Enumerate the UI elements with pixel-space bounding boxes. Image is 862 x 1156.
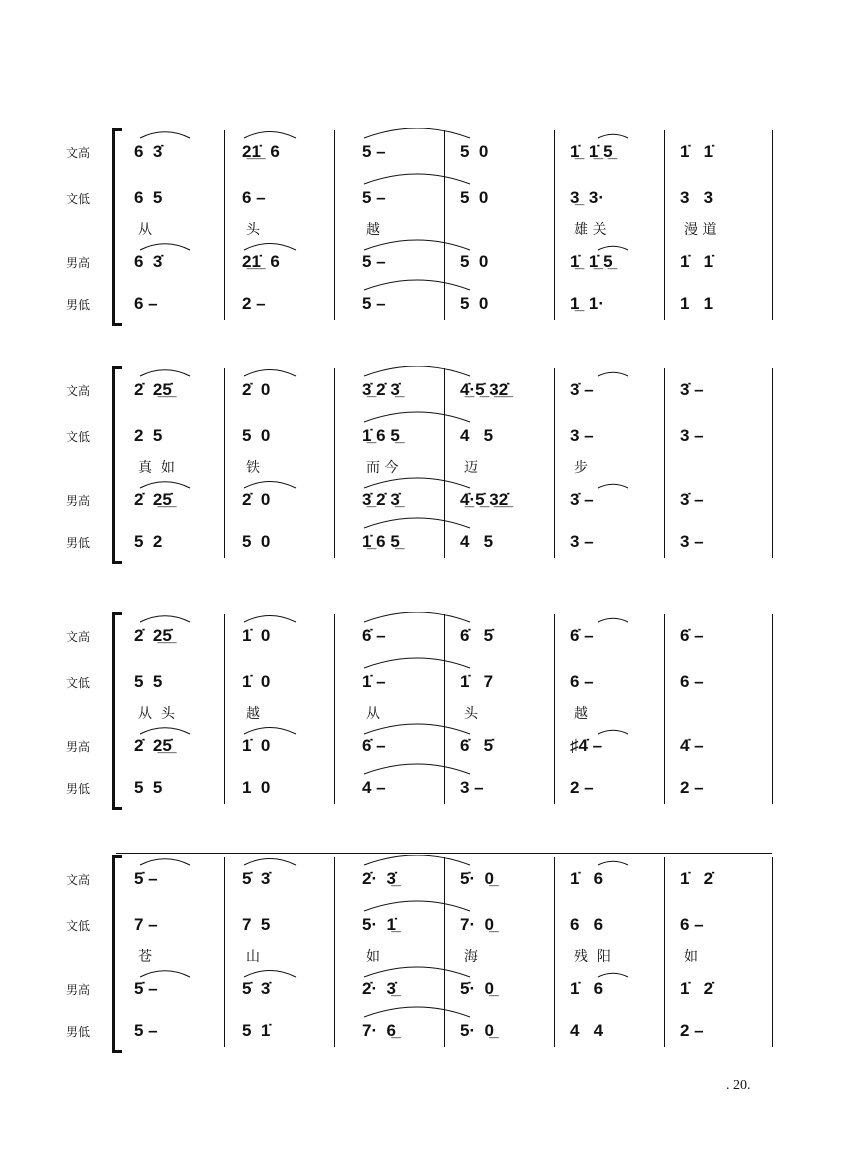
slur-arc	[364, 128, 470, 138]
measure-notes: 2̇ 2̲5̲̇	[134, 736, 172, 755]
voice-part-label: 文低	[66, 676, 91, 690]
measure-notes: 5̇· 0̲	[460, 869, 495, 888]
measure-notes: 6̇ –	[362, 736, 386, 755]
barline	[554, 368, 555, 558]
measure-notes: 5 –	[362, 294, 386, 313]
voice-part-label: 男高	[66, 740, 91, 754]
measure-notes: 3 3	[680, 188, 714, 207]
lyric-text: 如	[366, 949, 380, 965]
measure-notes: 6 –	[570, 672, 594, 691]
measure-notes: 1 1	[680, 294, 714, 313]
system-brace	[112, 128, 115, 326]
slur-arc	[140, 616, 190, 622]
slur-arc	[598, 861, 628, 865]
slur-arc	[244, 370, 296, 377]
system-brace	[112, 612, 115, 810]
barline	[664, 368, 665, 558]
measure-notes: 1̇ –	[362, 672, 386, 691]
measure-notes: 4̇ –	[680, 736, 704, 755]
measure-notes: 2̲1̲̇ 6	[242, 252, 280, 271]
measure-notes: 4 –	[362, 778, 386, 797]
measure-notes: 5̇ –	[134, 869, 158, 888]
measure-notes: 1̲̇ 1̲̇ 5̲	[570, 252, 613, 271]
brace-cap	[112, 323, 122, 326]
lyric-text: 残 阳	[574, 949, 611, 965]
measure-notes: 5 –	[362, 252, 386, 271]
slur-arc	[364, 764, 470, 774]
barline	[554, 130, 555, 320]
voice-part-label: 文低	[66, 430, 91, 444]
measure-notes: 5 5	[134, 672, 163, 691]
measure-notes: 2̇ 2̲5̲̇	[134, 490, 172, 509]
slur-arc	[244, 616, 296, 623]
brace-cap	[112, 561, 122, 564]
slur-arc	[364, 518, 470, 528]
measure-notes: 6 –	[134, 294, 158, 313]
lyric-text: 越	[574, 706, 588, 722]
barline	[224, 368, 225, 558]
voice-part-label: 男低	[66, 298, 91, 312]
slur-arc	[140, 132, 190, 138]
barline	[664, 614, 665, 804]
barline	[554, 857, 555, 1047]
measure-notes: 5 0	[242, 426, 271, 445]
page-number: . 20.	[726, 1078, 751, 1093]
slur-arc	[364, 855, 470, 865]
measure-notes: 4̲̇·5̲̇ 3̲2̲̇	[460, 380, 509, 399]
measure-notes: 1̲̇ 6 5̲	[362, 426, 400, 445]
measure-notes: 2 –	[570, 778, 594, 797]
measure-notes: 6̇ 5̇	[460, 736, 494, 755]
barline	[334, 368, 335, 558]
measure-notes: 6 5	[134, 188, 163, 207]
brace-cap	[112, 128, 122, 131]
measure-notes: 6 –	[680, 915, 704, 934]
barline	[334, 614, 335, 804]
measure-notes: 6̇ 5̇	[460, 626, 494, 645]
measure-notes: 3̇ –	[570, 490, 594, 509]
lyric-text: 如	[684, 949, 698, 965]
voice-part-label: 男低	[66, 1025, 91, 1039]
lyric-text: 铁	[246, 460, 260, 476]
measure-notes: 5 2	[134, 532, 163, 551]
barline	[554, 614, 555, 804]
slur-arc	[244, 859, 296, 866]
score-system	[0, 128, 862, 338]
measure-notes: 1̇ 7	[460, 672, 494, 691]
lyric-text: 山	[246, 949, 260, 965]
measure-notes: 2̲1̲̇ 6	[242, 142, 280, 161]
slur-arc	[598, 484, 628, 488]
score-system	[0, 855, 862, 1065]
voice-part-label: 男高	[66, 494, 91, 508]
lyric-text: 步	[574, 460, 588, 476]
measure-notes: 5̇ 3̇	[242, 869, 271, 888]
lyric-text: 漫 道	[684, 222, 717, 238]
system-top-rule	[116, 853, 772, 854]
barline	[772, 614, 773, 804]
barline	[444, 614, 445, 804]
slur-arc	[598, 618, 628, 622]
barline	[444, 857, 445, 1047]
measure-notes: ♯4̇ –	[570, 736, 603, 755]
voice-part-label: 文低	[66, 192, 91, 206]
lyric-text: 苍	[138, 949, 152, 965]
voice-part-label: 男低	[66, 536, 91, 550]
measure-notes: 5 –	[134, 1021, 158, 1040]
voice-part-label: 文高	[66, 630, 91, 644]
measure-notes: 1̲ 1·	[570, 294, 605, 313]
measure-notes: 1̇ 0	[242, 672, 271, 691]
voice-part-label: 男低	[66, 782, 91, 796]
voice-part-label: 男高	[66, 256, 91, 270]
measure-notes: 6̇ –	[570, 626, 594, 645]
measure-notes: 1̇ 0	[242, 736, 271, 755]
barline	[772, 857, 773, 1047]
barline	[444, 130, 445, 320]
slur-arc	[364, 366, 470, 376]
barline	[664, 130, 665, 320]
measure-notes: 2 –	[680, 1021, 704, 1040]
lyric-text: 从	[366, 706, 380, 722]
slur-arc	[364, 658, 470, 668]
measure-notes: 3̲̇ 2̇ 3̲̇	[362, 490, 400, 509]
barline	[334, 130, 335, 320]
measure-notes: 5̇· 0̲	[460, 979, 495, 998]
lyric-text: 从 头	[138, 706, 175, 722]
measure-notes: 5· 0̲	[460, 1021, 495, 1040]
measure-notes: 2 –	[680, 778, 704, 797]
measure-notes: 5 5	[134, 778, 163, 797]
measure-notes: 5 0	[460, 252, 489, 271]
brace-cap	[112, 366, 122, 369]
slur-arc	[244, 132, 296, 139]
lyric-text: 越	[366, 222, 380, 238]
slur-arc	[598, 730, 628, 734]
measure-notes: 2̇ 2̲5̲̇	[134, 626, 172, 645]
measure-notes: 3 –	[570, 532, 594, 551]
slur-arc	[364, 174, 470, 184]
voice-part-label: 男高	[66, 983, 91, 997]
measure-notes: 5 –	[362, 188, 386, 207]
measure-notes: 5 0	[242, 532, 271, 551]
measure-notes: 4̲̇·5̲̇ 3̲2̲̇	[460, 490, 509, 509]
voice-part-label: 文高	[66, 146, 91, 160]
slur-arc	[598, 372, 628, 376]
measure-notes: 5 0	[460, 188, 489, 207]
slur-arc	[140, 859, 190, 865]
measure-notes: 2̇· 3̲̇	[362, 869, 397, 888]
measure-notes: 7· 0̲	[460, 915, 495, 934]
measure-notes: 5 0	[460, 294, 489, 313]
brace-cap	[112, 855, 122, 858]
measure-notes: 6 3̇	[134, 252, 163, 271]
slur-overlay	[0, 128, 862, 338]
slur-arc	[364, 901, 470, 911]
barline	[224, 614, 225, 804]
measure-notes: 5̇ 3̇	[242, 979, 271, 998]
lyric-text: 海	[464, 949, 478, 965]
lyric-text: 迈	[464, 460, 478, 476]
system-brace	[112, 855, 115, 1053]
slur-arc	[364, 240, 470, 250]
slur-overlay	[0, 366, 862, 576]
measure-notes: 7 –	[134, 915, 158, 934]
slur-overlay	[0, 612, 862, 822]
barline	[224, 130, 225, 320]
measure-notes: 3 –	[680, 532, 704, 551]
measure-notes: 6 3̇	[134, 142, 163, 161]
measure-notes: 1̇ 6	[570, 979, 604, 998]
measure-notes: 2 5	[134, 426, 163, 445]
slur-arc	[364, 280, 470, 290]
measure-notes: 6 –	[242, 188, 266, 207]
measure-notes: 3̲ 3·	[570, 188, 605, 207]
brace-cap	[112, 807, 122, 810]
brace-cap	[112, 1050, 122, 1053]
measure-notes: 6̇ –	[680, 626, 704, 645]
measure-notes: 5 1̇	[242, 1021, 271, 1040]
measure-notes: 6̇ –	[362, 626, 386, 645]
slur-arc	[364, 412, 470, 422]
measure-notes: 4 4	[570, 1021, 604, 1040]
slur-arc	[364, 612, 470, 622]
measure-notes: 1̇ 0	[242, 626, 271, 645]
voice-part-label: 文高	[66, 384, 91, 398]
barline	[772, 368, 773, 558]
slur-arc	[364, 967, 470, 977]
slur-overlay	[0, 855, 862, 1065]
brace-cap	[112, 612, 122, 615]
measure-notes: 3̇ –	[680, 490, 704, 509]
measure-notes: 3̇ –	[680, 380, 704, 399]
measure-notes: 2̇ 0	[242, 380, 271, 399]
lyric-text: 从	[138, 222, 152, 238]
measure-notes: 1̲̇ 1̲̇ 5̲	[570, 142, 613, 161]
measure-notes: 5 –	[362, 142, 386, 161]
barline	[772, 130, 773, 320]
measure-notes: 6 6	[570, 915, 604, 934]
score-system	[0, 366, 862, 576]
barline	[334, 857, 335, 1047]
lyric-text: 越	[246, 706, 260, 722]
voice-part-label: 文高	[66, 873, 91, 887]
measure-notes: 1̇ 2̇	[680, 979, 714, 998]
measure-notes: 7· 6̲	[362, 1021, 397, 1040]
slur-arc	[364, 1007, 470, 1017]
lyric-text: 而 今	[366, 460, 399, 476]
measure-notes: 4 5	[460, 532, 494, 551]
measure-notes: 1̇ 1̇	[680, 252, 714, 271]
measure-notes: 4 5	[460, 426, 494, 445]
system-brace	[112, 366, 115, 564]
voice-part-label: 文低	[66, 919, 91, 933]
measure-notes: 2 –	[242, 294, 266, 313]
lyric-text: 头	[464, 706, 478, 722]
measure-notes: 1̲̇ 6 5̲	[362, 532, 400, 551]
measure-notes: 1̇ 1̇	[680, 142, 714, 161]
measure-notes: 5 0	[460, 142, 489, 161]
score-system	[0, 612, 862, 822]
slur-arc	[364, 478, 470, 488]
measure-notes: 2̇ 0	[242, 490, 271, 509]
lyric-text: 雄 关	[574, 222, 607, 238]
measure-notes: 2̇ 2̲5̲̇	[134, 380, 172, 399]
barline	[224, 857, 225, 1047]
barline	[444, 368, 445, 558]
measure-notes: 5̇ –	[134, 979, 158, 998]
slur-arc	[364, 724, 470, 734]
measure-notes: 3̇ –	[570, 380, 594, 399]
measure-notes: 6 –	[680, 672, 704, 691]
measure-notes: 3 –	[460, 778, 484, 797]
slur-arc	[598, 134, 628, 138]
measure-notes: 3̲̇ 2̇ 3̲̇	[362, 380, 400, 399]
slur-arc	[140, 370, 190, 376]
measure-notes: 1̇ 2̇	[680, 869, 714, 888]
measure-notes: 1̇ 6	[570, 869, 604, 888]
lyric-text: 头	[246, 222, 260, 238]
measure-notes: 3 –	[680, 426, 704, 445]
measure-notes: 3 –	[570, 426, 594, 445]
measure-notes: 7 5	[242, 915, 271, 934]
lyric-text: 真 如	[138, 460, 175, 476]
measure-notes: 5· 1̲̇	[362, 915, 397, 934]
measure-notes: 1 0	[242, 778, 271, 797]
barline	[664, 857, 665, 1047]
measure-notes: 2̇· 3̲̇	[362, 979, 397, 998]
